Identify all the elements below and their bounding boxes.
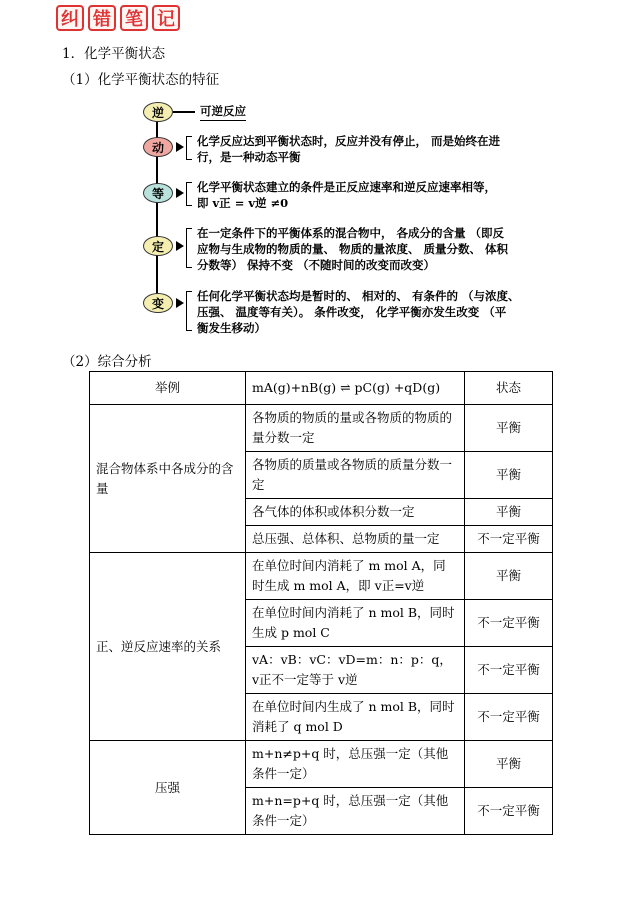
- condition-cell: 各物质的物质的量或各物质的物质的量分数一定: [246, 405, 465, 452]
- condition-cell: 总压强、总体积、总物质的量一定: [246, 526, 465, 553]
- node-deng: 等: [143, 183, 173, 203]
- node-ni: 逆: [143, 102, 173, 122]
- banner-char: 笔: [120, 5, 148, 31]
- condition-cell: m+n≠p+q 时，总压强一定（其他条件一定）: [246, 741, 465, 788]
- node-ding-description: 在一定条件下的平衡体系的混合物中， 各成分的含量 （即反 应物与生成物的物质的量、 物质的量浓度、 质量分数、 体积 分数等） 保持不变 （不随时间的改变而改变）: [197, 226, 509, 272]
- node-bian-description: 任何化学平衡状态均是暂时的、 相对的、 有条件的 （与浓度、 压强、 温度等有关）。 条件改变， 化学平衡亦发生改变 （平 衡发生移动）: [197, 289, 520, 335]
- condition-cell: 在单位时间内消耗了 m mol A，同时生成 m mol A，即 v正=v逆: [246, 553, 465, 600]
- table-row: [90, 553, 553, 600]
- banner-char: 错: [88, 5, 116, 31]
- header-example: 举例: [90, 372, 246, 405]
- arrow-icon: [176, 142, 184, 152]
- state-cell: 不一定平衡: [465, 694, 553, 741]
- condition-cell: m+n=p+q 时，总压强一定（其他条件一定）: [246, 788, 465, 835]
- bracket: [186, 136, 192, 160]
- arrow-icon: [176, 298, 184, 308]
- node-dong-description: 化学反应达到平衡状态时，反应并没有停止， 而是始终在进 行，是一种动态平衡: [197, 134, 501, 164]
- node-deng-description: 化学平衡状态建立的条件是正反应速率和逆反应速率相等， 即 v正 = v逆 ≠0: [197, 180, 496, 210]
- group-label: 混合物体系中各成分的含量: [90, 405, 246, 553]
- banner-char: 记: [152, 5, 180, 31]
- condition-cell: vA：vB：vC：vD=m：n：p：q，v正不一定等于 v逆: [246, 647, 465, 694]
- group-label: 压强: [90, 741, 246, 835]
- arrow-icon: [176, 241, 184, 251]
- group-label: 正、逆反应速率的关系: [90, 553, 246, 741]
- connector: [173, 111, 195, 113]
- node-ding: 定: [143, 236, 173, 256]
- node-bian: 变: [143, 293, 173, 313]
- arrow-icon: [176, 188, 184, 198]
- table-row: [90, 405, 553, 452]
- state-cell: 不一定平衡: [465, 526, 553, 553]
- node-dong: 动: [143, 137, 173, 157]
- state-cell: 不一定平衡: [465, 647, 553, 694]
- table-row: [90, 741, 553, 788]
- condition-cell: 各物质的质量或各物质的质量分数一定: [246, 452, 465, 499]
- table-header-row: [90, 372, 553, 405]
- state-cell: 平衡: [465, 452, 553, 499]
- condition-cell: 在单位时间内生成了 n mol B，同时消耗了 q mol D: [246, 694, 465, 741]
- condition-cell: 各气体的体积或体积分数一定: [246, 499, 465, 526]
- state-cell: 平衡: [465, 499, 553, 526]
- state-cell: 平衡: [465, 405, 553, 452]
- header-state: 状态: [465, 372, 553, 405]
- state-cell: 不一定平衡: [465, 600, 553, 647]
- subsection-heading: （2）综合分析: [62, 354, 152, 370]
- state-cell: 不一定平衡: [465, 788, 553, 835]
- condition-cell: 在单位时间内消耗了 n mol B，同时生成 p mol C: [246, 600, 465, 647]
- state-cell: 平衡: [465, 553, 553, 600]
- node-ni-description: 可逆反应: [200, 103, 246, 121]
- banner: [56, 5, 180, 31]
- bracket: [186, 228, 192, 268]
- banner-char: 纠: [56, 5, 84, 31]
- bracket: [186, 182, 192, 206]
- header-reaction: mA(g)+nB(g) ⇌ pC(g) +qD(g): [246, 372, 465, 405]
- section-heading: 1．化学平衡状态: [62, 46, 166, 62]
- state-cell: 平衡: [465, 741, 553, 788]
- bracket: [186, 291, 192, 331]
- analysis-table: [89, 371, 553, 835]
- subsection-heading: （1）化学平衡状态的特征: [62, 72, 220, 88]
